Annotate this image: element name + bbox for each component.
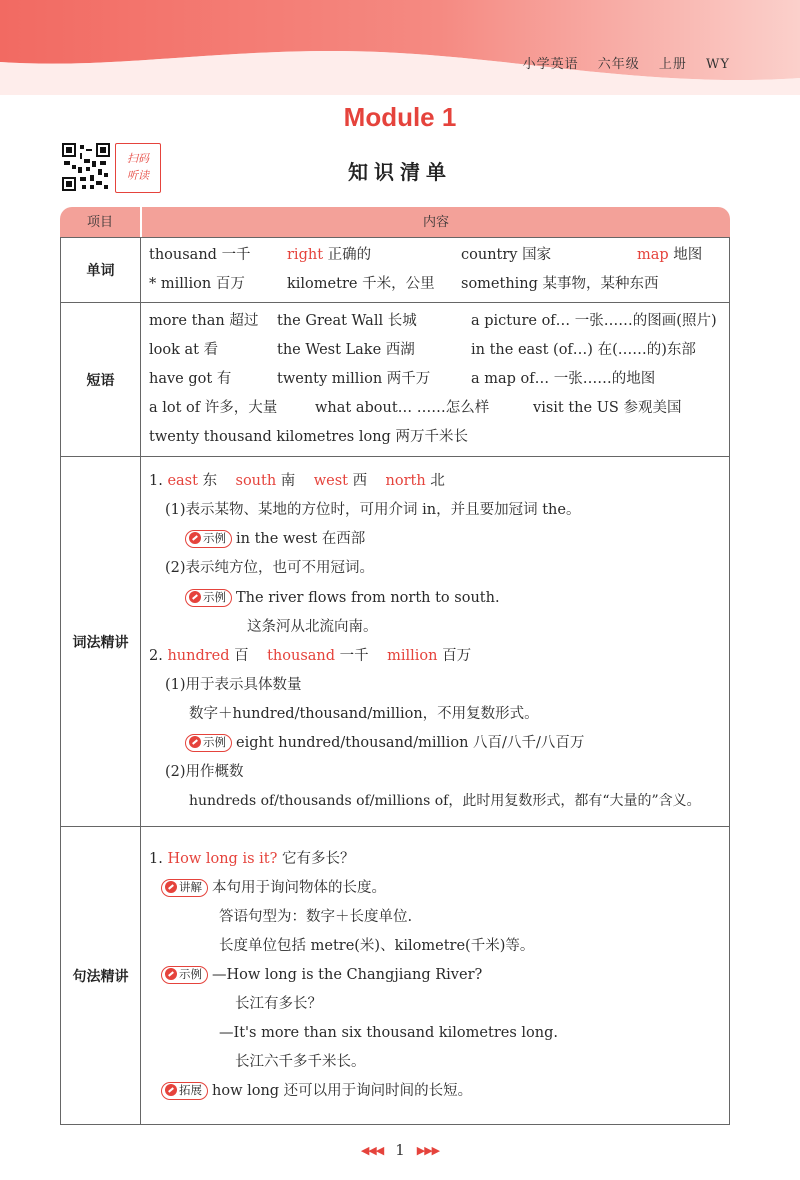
- phrase-item: a picture of… 一张……的图画(照片): [471, 313, 717, 329]
- phrase-item: a map of… 一张……的地图: [471, 371, 656, 387]
- phrase-item: visit the US 参观美国: [533, 400, 682, 416]
- header-subject: 小学英语: [522, 57, 579, 72]
- phrases-body: [141, 303, 729, 456]
- example-line: —It's more than six thousand kilometres long.: [219, 1025, 558, 1041]
- words-detail-label: 词法精讲: [61, 457, 141, 826]
- rule-text: (2)表示纯方位，也可不用冠词。: [165, 560, 375, 576]
- phrase-item: twenty thousand kilometres long 两万千米长: [149, 429, 468, 445]
- explain-line: 讲解 本句用于询问物体的长度。: [161, 878, 386, 898]
- words-detail-row: [60, 457, 730, 827]
- example-line: 示例 The river flows from north to south.: [185, 588, 500, 608]
- example-badge: 示例: [185, 530, 232, 548]
- knowledge-table: [60, 207, 730, 1125]
- pen-icon: [189, 736, 201, 748]
- phrase-item: twenty million 两千万: [277, 371, 431, 387]
- rule-text: (1)用于表示具体数量: [165, 677, 302, 693]
- next-arrows-icon: ▶▶▶: [416, 1144, 440, 1157]
- sentences-row: [60, 827, 730, 1125]
- header-edition: WY: [706, 57, 730, 72]
- vocab-row: [60, 237, 730, 303]
- vocab-word: something 某事物，某种东西: [461, 276, 659, 292]
- scan-line2: 听读: [127, 169, 149, 182]
- phrase-item: in the east (of…) 在(……的)东部: [471, 342, 696, 358]
- header-volume: 上册: [658, 57, 687, 72]
- phrase-item: what about… ……怎么样: [315, 400, 490, 416]
- vocab-label: 单词: [61, 238, 141, 302]
- direction-words: 1. east 东 south 南 west 西 north 北: [149, 473, 445, 489]
- phrase-item: the Great Wall 长城: [277, 313, 417, 329]
- explain-line: 答语句型为：数字＋长度单位.: [219, 909, 413, 925]
- extend-badge: 拓展: [161, 1082, 208, 1100]
- example-badge: 示例: [185, 589, 232, 607]
- vocab-word: * million 百万: [149, 276, 245, 292]
- sentence-question: 1. How long is it? 它有多长？: [149, 851, 355, 867]
- example-translation: 长江有多长？: [235, 996, 322, 1012]
- header-content: 内容: [142, 207, 730, 237]
- page-number: 1: [395, 1141, 405, 1159]
- pen-icon: [165, 881, 177, 893]
- page-footer: [0, 1141, 800, 1159]
- example-badge: 示例: [161, 966, 208, 984]
- rule-text: (2)用作概数: [165, 764, 244, 780]
- qr-code-icon[interactable]: [62, 143, 110, 191]
- phrase-item: look at 看: [149, 342, 219, 358]
- pen-icon: [189, 591, 201, 603]
- example-line: 示例 in the west 在西部: [185, 529, 365, 549]
- section-title: 知识清单: [348, 162, 452, 184]
- example-line: 示例 eight hundred/thousand/million 八百/八千/八百万: [185, 733, 584, 753]
- phrases-label: 短语: [61, 303, 141, 456]
- scan-listen-tag[interactable]: [115, 143, 161, 193]
- prev-arrows-icon: ◀◀◀: [360, 1144, 384, 1157]
- phrase-item: the West Lake 西湖: [277, 342, 415, 358]
- vocab-word: right 正确的: [287, 247, 372, 263]
- explain-badge: 讲解: [161, 879, 208, 897]
- vocab-word: map 地图: [637, 247, 703, 263]
- rule-text: (1)表示某物、某地的方位时，可用介词 in，并且要加冠词 the。: [165, 502, 581, 518]
- vocab-word: thousand 一千: [149, 247, 251, 263]
- number-words: 2. hundred 百 thousand 一千 million 百万: [149, 648, 472, 664]
- vocab-word: country 国家: [461, 247, 552, 263]
- words-detail-body: [141, 457, 729, 826]
- module-title: Module 1: [343, 102, 457, 132]
- example-translation: 这条河从北流向南。: [247, 619, 378, 635]
- scan-line1: 扫码: [127, 152, 149, 165]
- phrases-row: [60, 303, 730, 457]
- example-line: 示例 —How long is the Changjiang River?: [161, 965, 482, 985]
- header-info: [509, 53, 730, 72]
- vocab-body: [141, 238, 729, 302]
- explain-line: 长度单位包括 metre(米)、kilometre(千米)等。: [219, 938, 535, 954]
- header-grade: 六年级: [597, 57, 640, 72]
- extend-line: 拓展 how long 还可以用于询问时间的长短。: [161, 1081, 472, 1101]
- pen-icon: [165, 968, 177, 980]
- phrase-item: a lot of 许多，大量: [149, 400, 278, 416]
- phrase-item: have got 有: [149, 371, 232, 387]
- rule-note: hundreds of/thousands of/millions of，此时用复数形式，都有“大量的”含义。: [189, 793, 701, 809]
- example-badge: 示例: [185, 734, 232, 752]
- pen-icon: [165, 1084, 177, 1096]
- sentences-body: [141, 827, 729, 1124]
- rule-note: 数字＋hundred/thousand/million，不用复数形式。: [189, 706, 539, 722]
- header-item: 项目: [60, 207, 140, 237]
- sentences-label: 句法精讲: [61, 827, 141, 1124]
- phrase-item: more than 超过: [149, 313, 259, 329]
- example-translation: 长江六千多千米长。: [235, 1054, 366, 1070]
- top-banner: [0, 0, 800, 95]
- pen-icon: [189, 532, 201, 544]
- table-header: [60, 207, 730, 237]
- vocab-word: kilometre 千米，公里: [287, 276, 435, 292]
